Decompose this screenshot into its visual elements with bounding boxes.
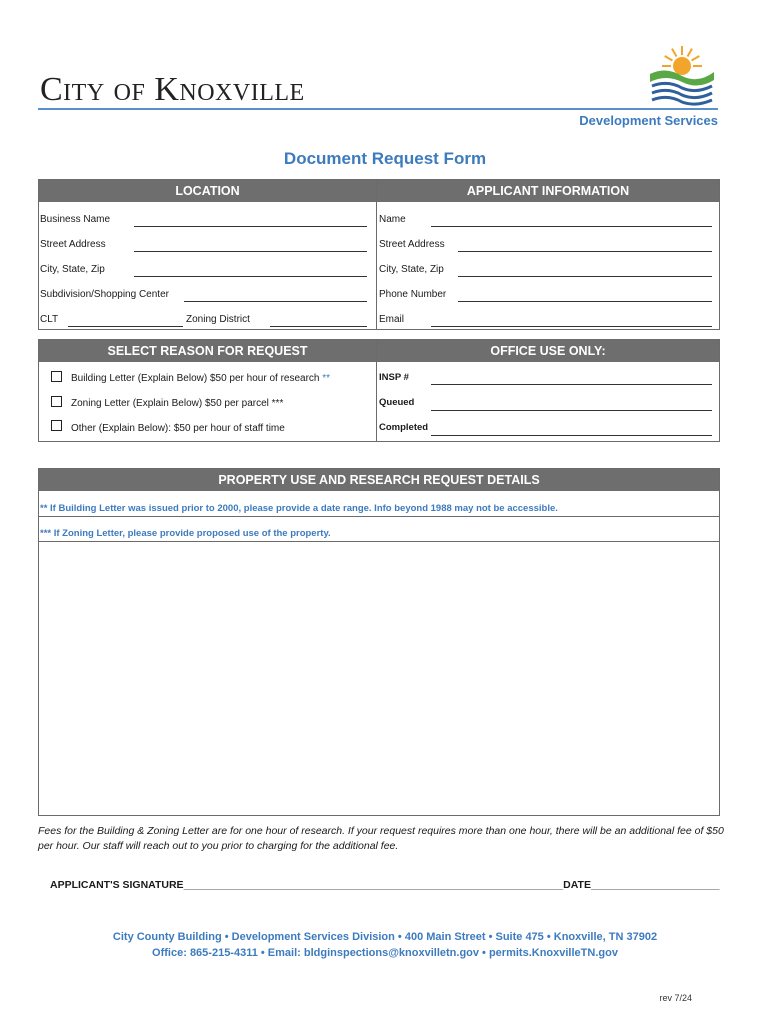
- building-letter-label: Building Letter (Explain Below) $50 per hour of research **: [71, 373, 331, 384]
- phone-number-label: Phone Number: [379, 289, 447, 300]
- clt-input[interactable]: [68, 314, 183, 327]
- zoning-district-label: Zoning District: [186, 314, 250, 325]
- applicant-city-label: City, State, Zip: [379, 264, 444, 275]
- applicant-name-input[interactable]: [431, 214, 712, 227]
- insp-number-label: INSP #: [379, 372, 409, 383]
- column-divider: [376, 180, 377, 329]
- applicant-street-input[interactable]: [458, 239, 712, 252]
- city-state-zip-input[interactable]: [134, 264, 367, 277]
- note-divider: [39, 516, 719, 517]
- signature-line[interactable]: _________________________________________________________________: [183, 879, 564, 891]
- insp-number-line: [431, 384, 712, 385]
- subdivision-label: Subdivision/Shopping Center: [40, 289, 169, 300]
- header-divider: [38, 108, 718, 110]
- applicant-street-label: Street Address: [379, 239, 445, 250]
- form-title: Document Request Form: [283, 149, 487, 168]
- email-input[interactable]: [431, 314, 712, 327]
- department-name: Development Services: [579, 113, 718, 128]
- revision-label: rev 7/24: [659, 993, 692, 1003]
- office-header: OFFICE USE ONLY:: [377, 340, 719, 362]
- clt-label: CLT: [40, 314, 59, 325]
- city-wordmark: City of Knoxville: [40, 71, 305, 108]
- footer-contact: Office: 865-215-4311 • Email: bldginspections@knoxvilletn.gov • permits.KnoxvilleTN.gov: [152, 947, 618, 959]
- zoning-district-input[interactable]: [270, 314, 367, 327]
- building-letter-checkbox[interactable]: [51, 371, 62, 382]
- subdivision-input[interactable]: [184, 289, 367, 302]
- applicant-city-input[interactable]: [458, 264, 712, 277]
- reason-header: SELECT REASON FOR REQUEST: [39, 340, 376, 362]
- date-label: DATE: [563, 879, 591, 891]
- other-request-checkbox[interactable]: [51, 420, 62, 431]
- completed-label: Completed: [379, 422, 429, 433]
- date-line[interactable]: ______________________: [590, 879, 720, 891]
- signature-row: [50, 879, 719, 891]
- completed-line: [431, 435, 712, 436]
- city-sun-waves-logo-icon: [646, 44, 718, 106]
- applicant-name-label: Name: [379, 214, 406, 225]
- street-address-label: Street Address: [40, 239, 106, 250]
- location-header: LOCATION: [39, 180, 376, 202]
- applicant-header: APPLICANT INFORMATION: [377, 180, 719, 202]
- zoning-letter-checkbox[interactable]: [51, 396, 62, 407]
- phone-number-input[interactable]: [458, 289, 712, 302]
- queued-line: [431, 410, 712, 411]
- building-letter-note: ** If Building Letter was issued prior to 2000, please provide a date range. Info beyond 1988 may not be accessible.: [40, 503, 558, 514]
- city-state-zip-label: City, State, Zip: [40, 264, 105, 275]
- fees-notice: Fees for the Building & Zoning Letter are for one hour of research. If your request requires more than one hour, there will be an additional fee of $50 per hour. Our staff will reach out to you prior to charging for the additional fee.: [38, 825, 724, 852]
- queued-label: Queued: [379, 397, 415, 408]
- zoning-letter-label: Zoning Letter (Explain Below) $50 per parcel ***: [71, 398, 284, 409]
- street-address-input[interactable]: [134, 239, 367, 252]
- business-name-label: Business Name: [40, 214, 111, 225]
- request-details-textarea[interactable]: [40, 542, 722, 818]
- zoning-letter-note: *** If Zoning Letter, please provide proposed use of the property.: [40, 528, 331, 539]
- signature-label: APPLICANT'S SIGNATURE: [50, 879, 184, 891]
- other-request-label: Other (Explain Below): $50 per hour of staff time: [71, 423, 285, 434]
- details-header: PROPERTY USE AND RESEARCH REQUEST DETAILS: [39, 469, 719, 491]
- column-divider: [376, 340, 377, 441]
- business-name-input[interactable]: [134, 214, 367, 227]
- email-label: Email: [379, 314, 405, 325]
- footer-address: City County Building • Development Services Division • 400 Main Street • Suite 475 • Knoxville, TN 37902: [112, 931, 658, 943]
